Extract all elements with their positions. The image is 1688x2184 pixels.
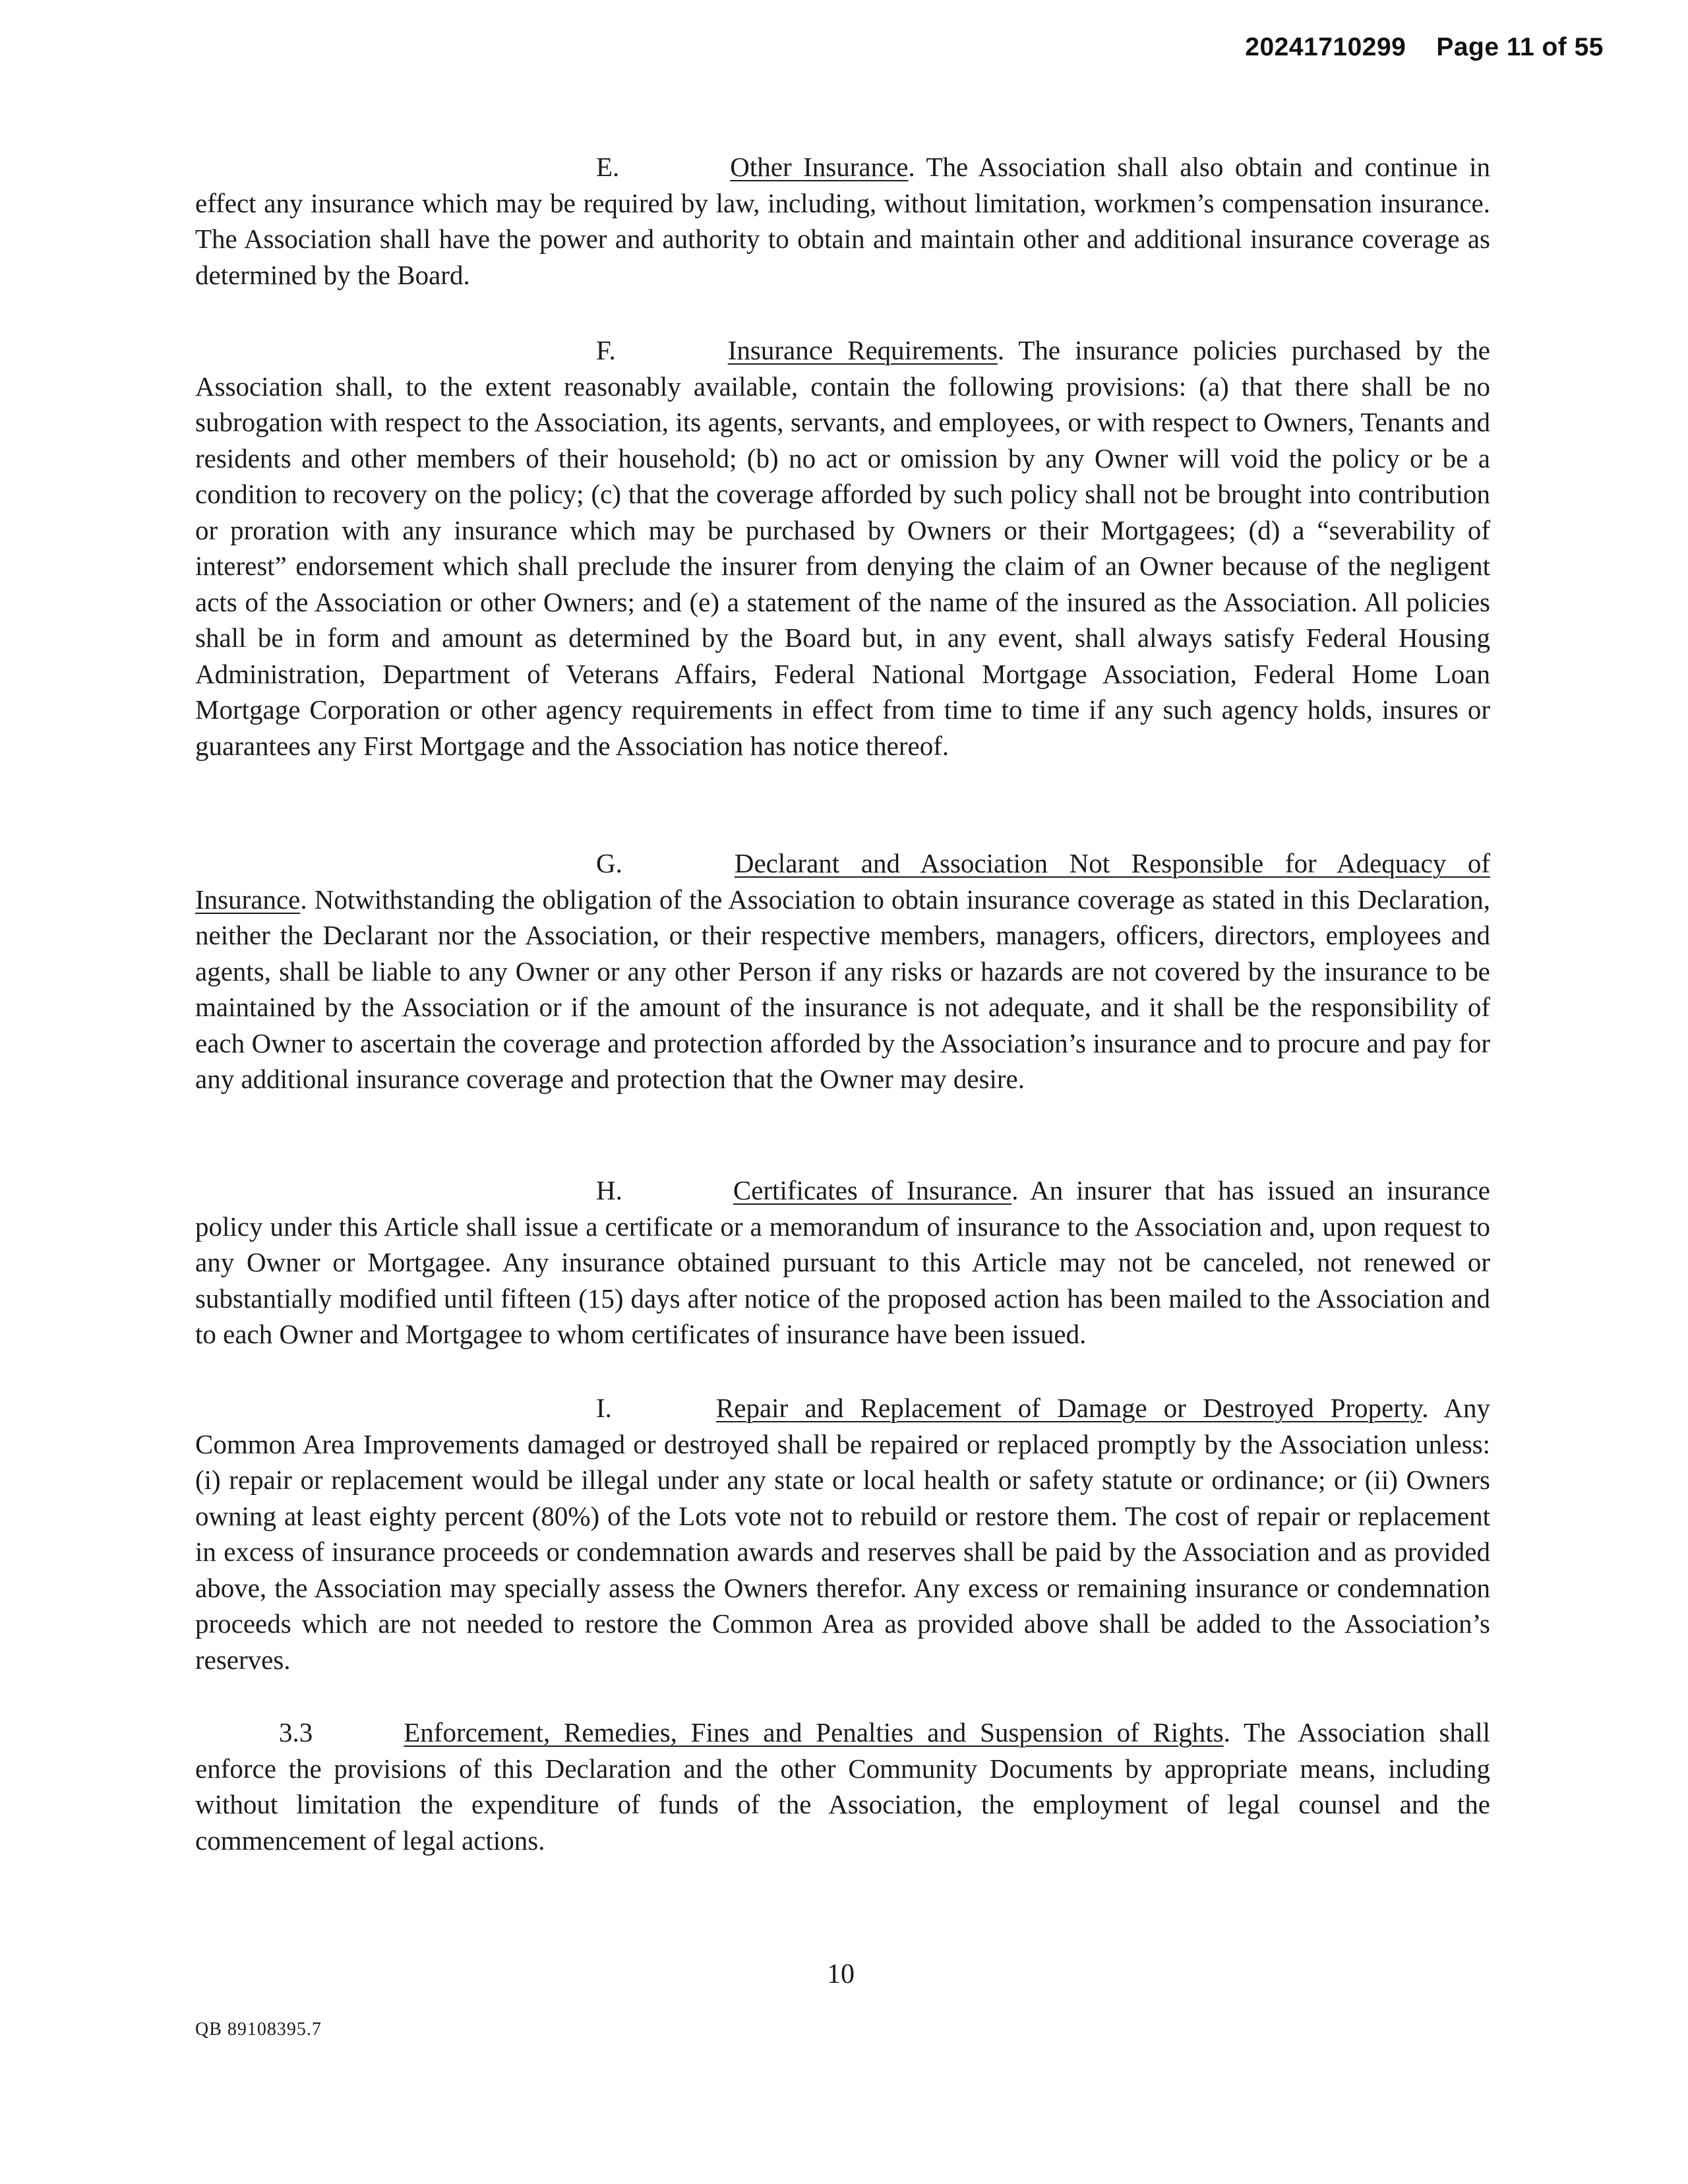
section-i xyxy=(195,1390,1490,1678)
section-body: . The insurance policies purchased by the Association shall, to the extent reasonably available, contain the following provisions: (a) that there shall be no subrogation with respect to the Association, its agents, servants, and employees, or with respect to Owners, Tenants and residents and other members of their household; (b) no act or omission by any Owner will void the policy or be a condition to recovery on the policy; (c) that the coverage afforded by such policy shall not be brought into contribution or proration with any insurance which may be purchased by Owners or their Mortgagees; (d) a “severability of interest” endorsement which shall preclude the insurer from denying the claim of an Owner because of the negligent acts of the Association or other Owners; and (e) a statement of the name of the insured as the Association. All policies shall be in form and amount as determined by the Board but, in any event, shall always satisfy Federal Housing Administration, Department of Veterans Affairs, Federal National Mortgage Association, Federal Home Loan Mortgage Corporation or other agency requirements in effect from time to time if any such agency holds, insures or guarantees any First Mortgage and the Association has notice thereof. xyxy=(195,335,1490,761)
section-paragraph xyxy=(195,1714,1490,1858)
document-number: 20241710299 xyxy=(1245,33,1406,61)
section-g xyxy=(195,845,1490,1097)
section-letter: F. xyxy=(596,335,616,365)
section-f xyxy=(195,332,1490,764)
section-paragraph xyxy=(195,1390,1490,1678)
section-title: Repair and Replacement of Damage or Destroyed Property xyxy=(715,1393,1422,1423)
page-label: Page 11 of 55 xyxy=(1436,33,1604,61)
section-body: . Notwithstanding the obligation of the Association to obtain insurance coverage as stated in this Declaration, neither the Declarant nor the Association, or their respective members, managers, officers, directors, employees and agents, shall be liable to any Owner or any other Person if any risks or hazards are not covered by the insurance to be maintained by the Association or if the amount of the insurance is not adequate, and it shall be the responsibility of each Owner to ascertain the coverage and protection afforded by the Association’s insurance and to procure and pay for any additional insurance coverage and protection that the Owner may desire. xyxy=(195,884,1490,1094)
section-h xyxy=(195,1172,1490,1352)
document-id: QB 89108395.7 xyxy=(195,2019,322,2040)
section-body: . The Association shall enforce the provisions of this Declaration and the other Community Documents by appropriate means, including without limitation the expenditure of funds of the Association, the employment of legal counsel and the commencement of legal actions. xyxy=(195,1717,1490,1856)
section-title: Declarant and Association Not Responsible for Adequacy of Insurance xyxy=(195,848,1490,915)
page-header xyxy=(1245,33,1604,62)
section-3-3 xyxy=(195,1714,1490,1858)
section-number: 3.3 xyxy=(279,1717,313,1747)
section-body: . The Association shall also obtain and continue in effect any insurance which may be required by law, including, without limitation, workmen’s compensation insurance. The Association shall have the power and authority to obtain and maintain other and additional insurance coverage as determined by the Board. xyxy=(195,152,1490,290)
section-title: Other Insurance xyxy=(730,152,909,182)
section-title: Enforcement, Remedies, Fines and Penalties and Suspension of Rights xyxy=(404,1717,1224,1747)
section-letter: G. xyxy=(596,848,622,878)
section-paragraph xyxy=(195,332,1490,764)
page-number: 10 xyxy=(827,1959,855,1989)
section-title: Certificates of Insurance xyxy=(733,1175,1012,1205)
section-e xyxy=(195,149,1490,293)
section-body: . An insurer that has issued an insurance policy under this Article shall issue a certificate or a memorandum of insurance to the Association and, upon request to any Owner or Mortgagee. Any insurance obtained pursuant to this Article may not be canceled, not renewed or substantially modified until fifteen (15) days after notice of the proposed action has been mailed to the Association and to each Owner and Mortgagee to whom certificates of insurance have been issued. xyxy=(195,1175,1491,1349)
section-letter: H. xyxy=(596,1175,622,1205)
section-paragraph xyxy=(195,1172,1490,1352)
section-letter: E. xyxy=(596,152,620,182)
section-paragraph xyxy=(195,845,1490,1097)
section-body: . Any Common Area Improvements damaged or destroyed shall be repaired or replaced promptly by the Association unless: (i) repair or replacement would be illegal under any state or local health or safety statute or ordinance; or (ii) Owners owning at least eighty percent (80%) of the Lots vote not to rebuild or restore them. The cost of repair or replacement in excess of insurance proceeds or condemnation awards and reserves shall be paid by the Association and as provided above, the Association may specially assess the Owners therefor. Any excess or remaining insurance or condemnation proceeds which are not needed to restore the Common Area as provided above shall be added to the Association’s reserves. xyxy=(195,1393,1490,1675)
section-letter: I. xyxy=(596,1393,612,1423)
section-paragraph xyxy=(195,149,1490,293)
section-title: Insurance Requirements xyxy=(727,335,998,365)
